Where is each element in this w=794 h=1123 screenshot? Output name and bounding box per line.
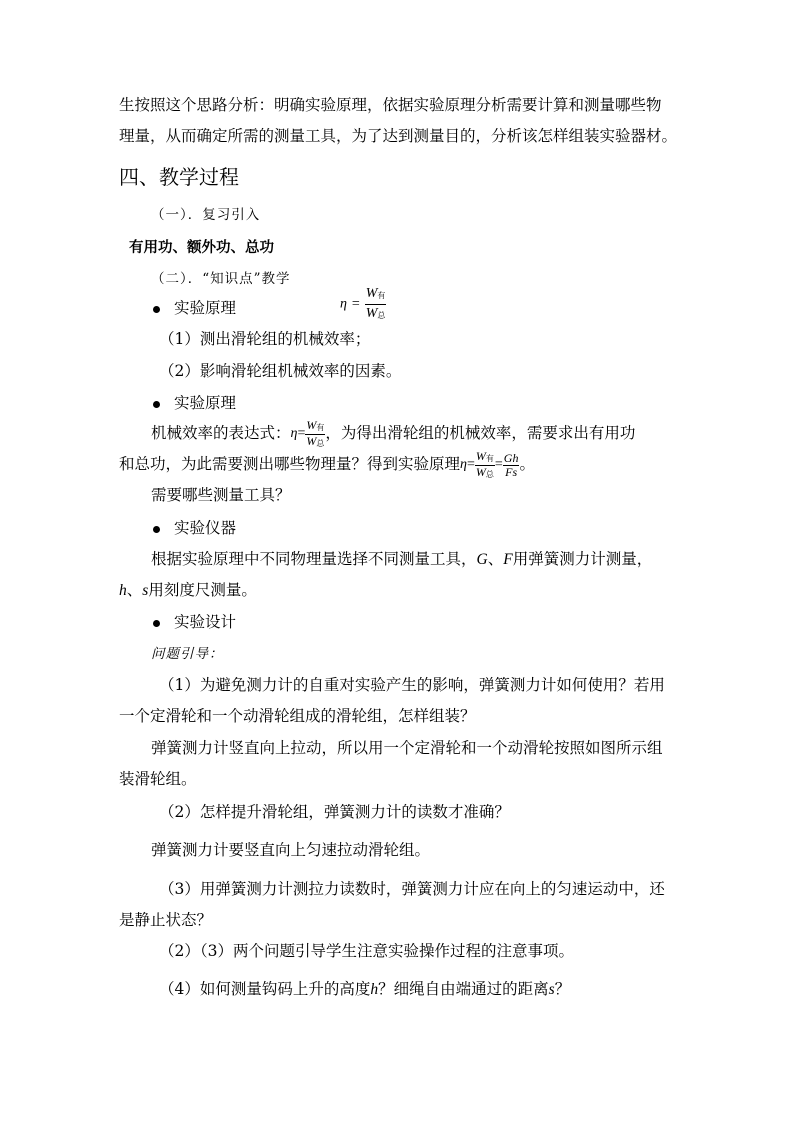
fraction: $\frac{W_有}{W_总}$ [475, 448, 494, 479]
text-line: （4）如何测量钩码上升的高度h？细绳自由端通过的距离s？ [159, 980, 571, 998]
subsection-heading: （一）．复习引入 [151, 207, 261, 223]
list-item: （1）测出滑轮组的机械效率； [159, 330, 371, 348]
bullet-item [153, 614, 236, 630]
text-line: 根据实验原理中不同物理量选择不同测量工具，G、F用弹簧测力计测量， [151, 550, 653, 568]
bullet-icon [153, 620, 160, 627]
eta-symbol: η [340, 296, 347, 312]
fraction: $\frac{W_有}{W_总}$ [306, 417, 325, 448]
text-line: （1）为避免测力计的自重对实验产生的影响，弹簧测力计如何使用？若用 [159, 676, 665, 694]
text-line: 弹簧测力计要竖直向上匀速拉动滑轮组。 [151, 841, 431, 859]
text-line: 一个定滑轮和一个动滑轮组成的滑轮组，怎样组装？ [119, 707, 476, 725]
text-line: 生按照这个思路分析：明确实验原理，依据实验原理分析需要计算和测量哪些物 [119, 96, 662, 114]
bullet-label: 实验仪器 [174, 519, 237, 537]
text-line: 装滑轮组。 [119, 770, 197, 788]
bullet-label: 实验原理 [174, 394, 237, 412]
subheading: 问题引导： [151, 646, 224, 662]
bullet-item [153, 395, 236, 411]
text-line: （2）怎样提升滑轮组，弹簧测力计的读数才准确？ [159, 803, 510, 821]
text-line: （2）（3）两个问题引导学生注意实验操作过程的注意事项。 [159, 942, 574, 960]
text-line: h、s用刻度尺测量。 [119, 581, 257, 599]
fraction: $\frac{Gh}{Fs}$ [503, 450, 519, 479]
fraction: $\frac{W_有}{W_总}$ [365, 286, 386, 321]
bullet-label: 实验原理 [174, 299, 237, 317]
bullet-icon [153, 401, 160, 408]
text-line: 需要哪些测量工具？ [151, 486, 291, 504]
text-line: 是静止状态？ [119, 911, 213, 929]
bullet-icon [153, 526, 160, 533]
bullet-item [153, 300, 236, 316]
bullet-label: 实验设计 [174, 613, 237, 631]
text-line: 和总功，为此需要测出哪些物理量？得到实验原理η= $\frac{W_有}{W_总}$ = $\frac{Gh}{Fs}$ 。 [119, 448, 535, 479]
bullet-item [153, 520, 236, 536]
text-line: （3）用弹簧测力计测拉力读数时，弹簧测力计应在向上的匀速运动中，还 [159, 880, 665, 898]
bullet-icon [153, 306, 160, 313]
bold-line: 有用功、额外功、总功 [129, 240, 274, 256]
list-item: （2）影响滑轮组机械效率的因素。 [159, 362, 402, 380]
text-line: 弹簧测力计竖直向上拉动，所以用一个定滑轮和一个动滑轮按照如图所示组 [151, 739, 663, 757]
text-line: 理量，从而确定所需的测量工具，为了达到测量目的，分析该怎样组装实验器材。 [119, 127, 678, 145]
section-heading: 四、教学过程 [119, 165, 239, 189]
subsection-heading: （二）．“知识点”教学 [151, 271, 291, 287]
equals-sign: = [351, 296, 360, 312]
text-line: 机械效率的表达式：η= $\frac{W_有}{W_总}$ ，为得出滑轮组的机械效率，需要求出有用功 [151, 417, 636, 448]
efficiency-formula [340, 285, 386, 324]
